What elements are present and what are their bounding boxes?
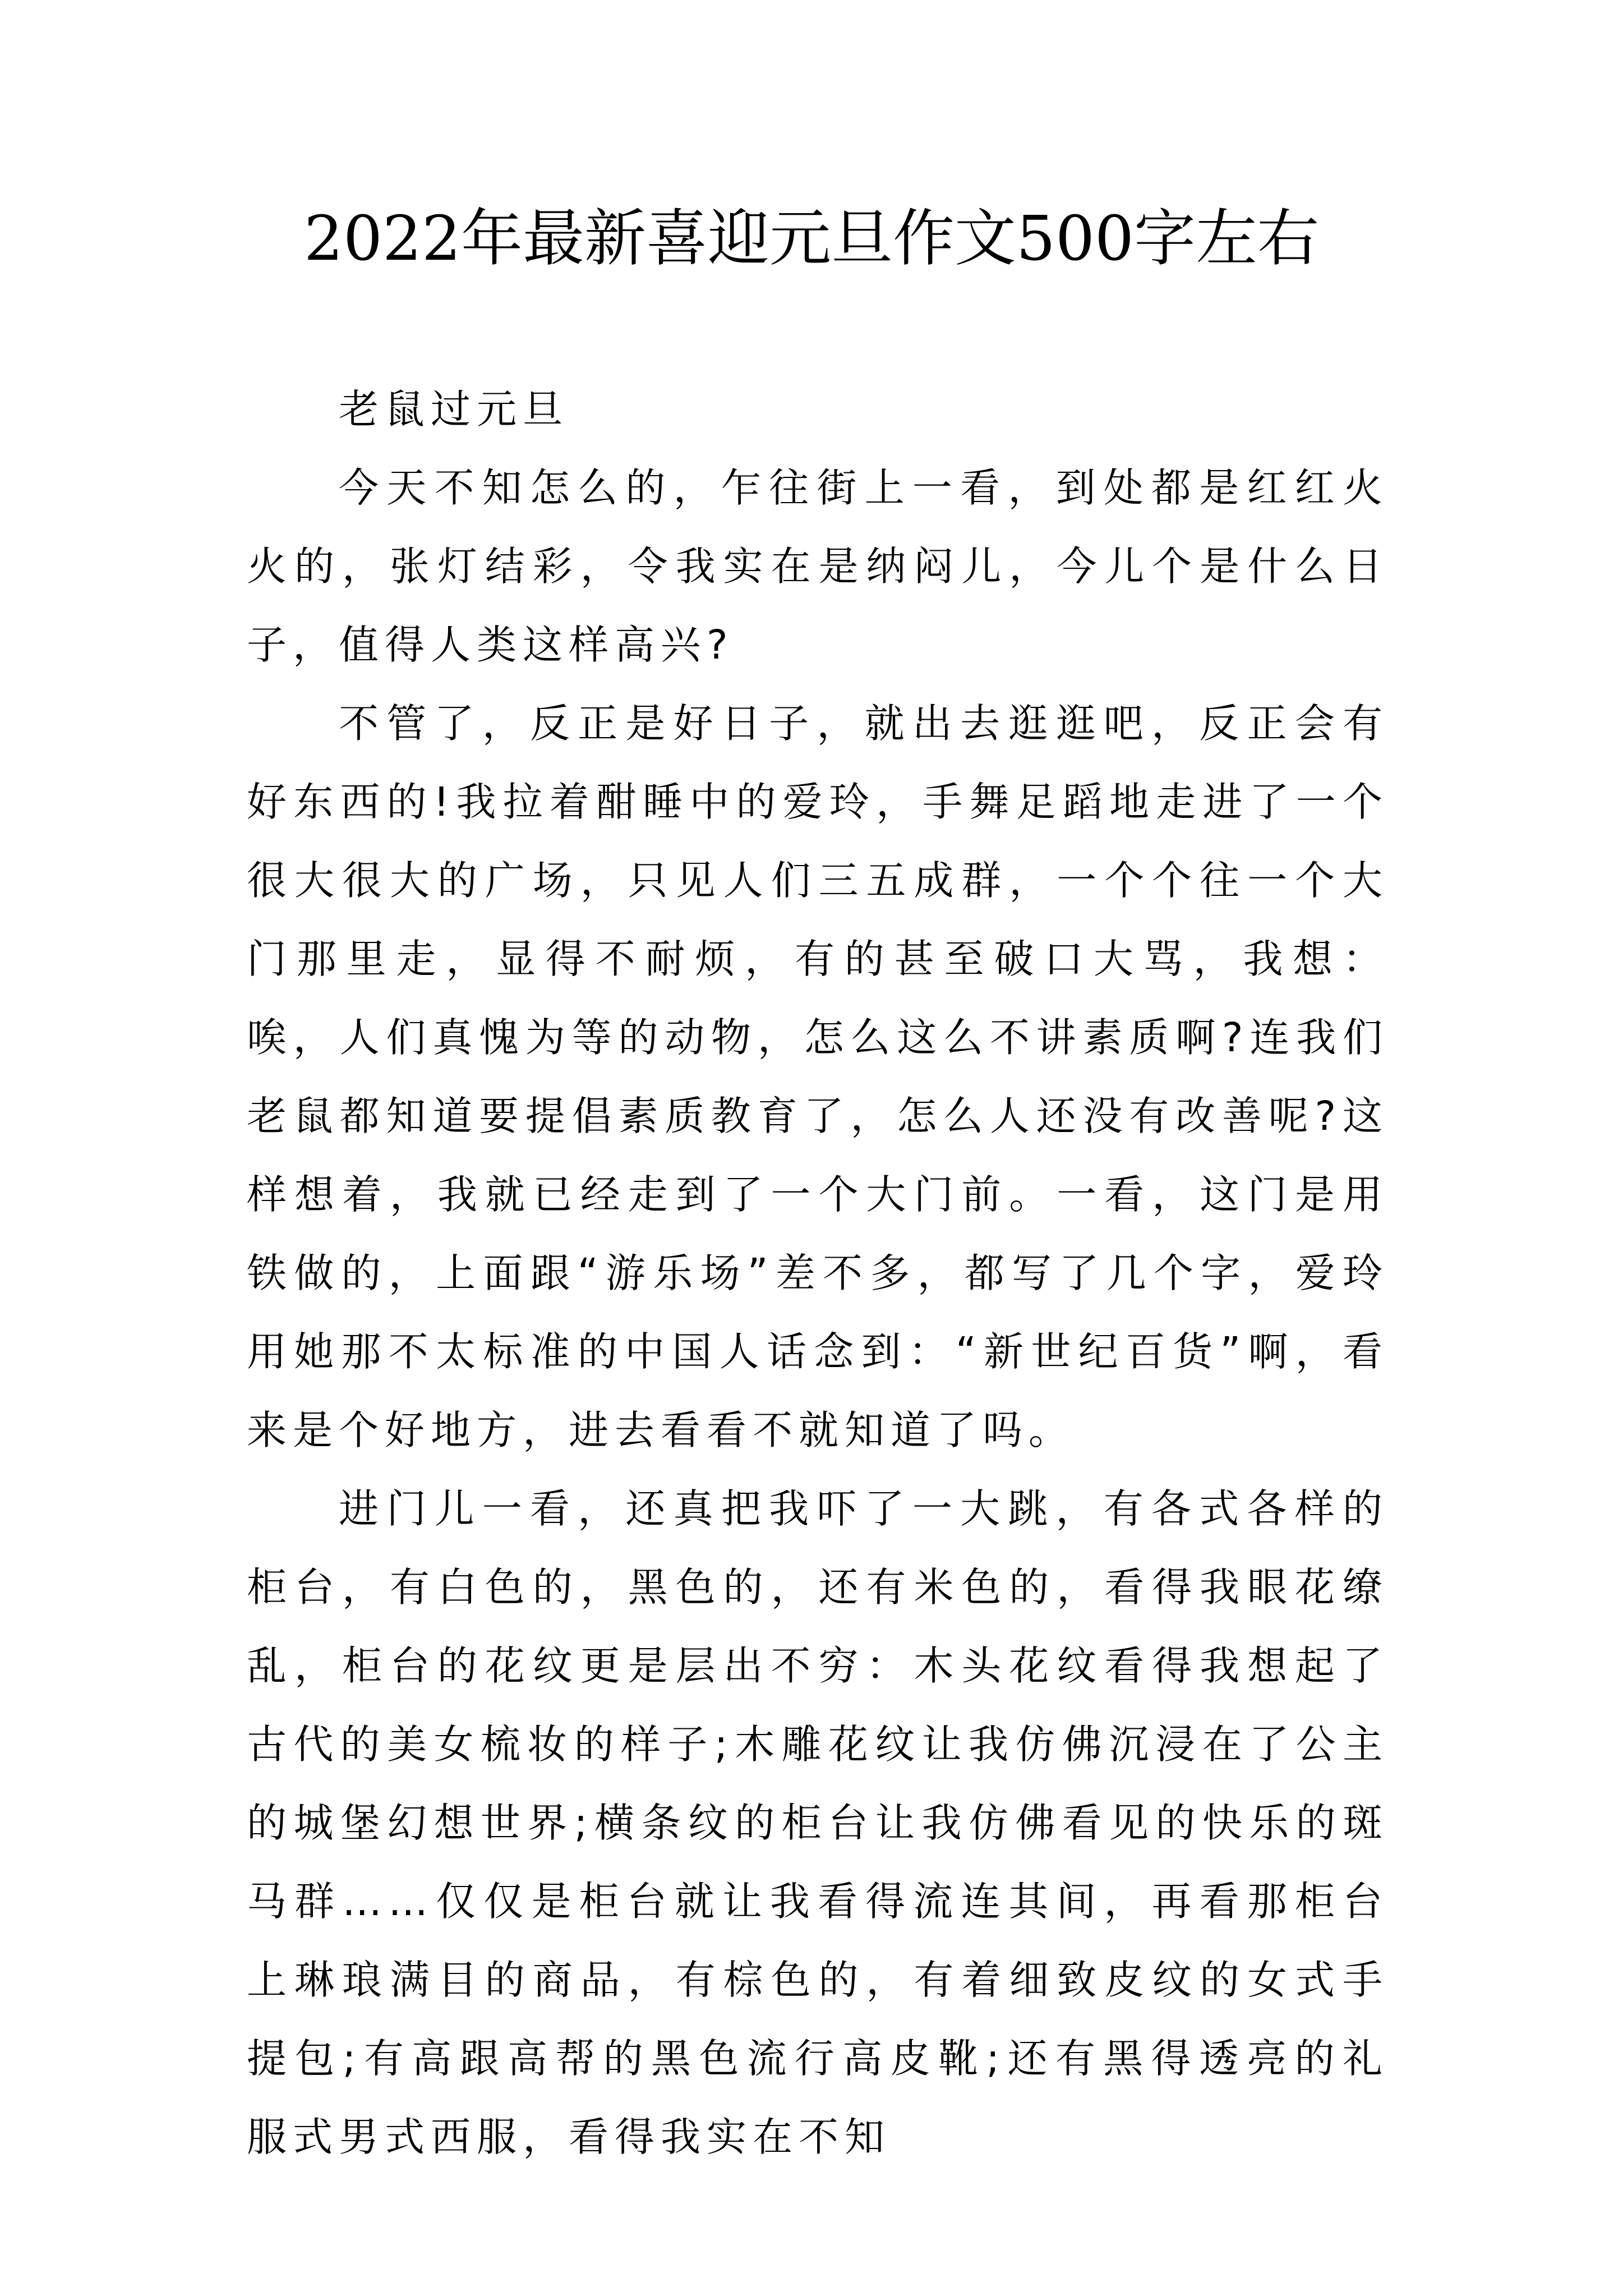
document-body: [247, 370, 1389, 2177]
document-title: 2022年最新喜迎元旦作文500字左右: [304, 203, 1319, 274]
paragraph-subtitle: 老鼠过元旦: [339, 386, 569, 432]
paragraph: 不管了，反正是好日子，就出去逛逛吧，反正会有好东西的!我拉着酣睡中的爱玲，手舞足蹈地走进了一个很大很大的广场，只见人们三五成群，一个个往一个大门那里走，显得不耐烦，有的甚至破口大骂，我想：唉，人们真愧为等的动物，怎么这么不讲素质啊?连我们老鼠都知道要提倡素质教育了，怎么人还没有改善呢?这样想着，我就已经走到了一个大门前。一看，这门是用铁做的，上面跟“游乐场”差不多，都写了几个字，爱玲用她那不太标准的中国人话念到：“新世纪百货”啊，看来是个好地方，进去看看不就知道了吗。: [247, 700, 1389, 1453]
paragraph: 今天不知怎么的，乍往街上一看，到处都是红红火火的，张灯结彩，令我实在是纳闷儿，今儿个是什么日子，值得人类这样高兴?: [247, 464, 1389, 668]
paragraph: 进门儿一看，还真把我吓了一大跳，有各式各样的柜台，有白色的，黑色的，还有米色的，看得我眼花缭乱，柜台的花纹更是层出不穷：木头花纹看得我想起了古代的美女梳妆的样子;木雕花纹让我仿佛沉浸在了公主的城堡幻想世界;横条纹的柜台让我仿佛看见的快乐的斑马群……仅仅是柜台就让我看得流连其间，再看那柜台上琳琅满目的商品，有棕色的，有着细致皮纹的女式手提包;有高跟高帮的黑色流行高皮靴;还有黑得透亮的礼服式男式西服，看得我实在不知: [247, 1485, 1389, 2160]
